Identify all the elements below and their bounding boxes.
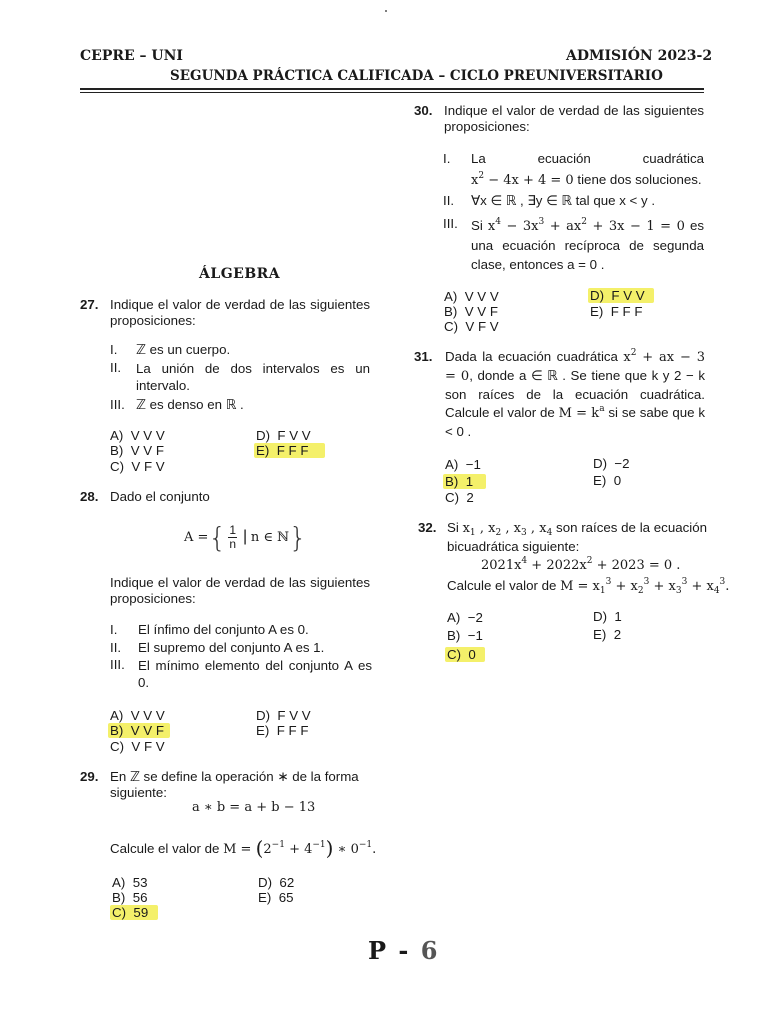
question-32-stem: Si $x_1$ , $x_2$ , $x_3$ , $x_4$ son raíces de la ecuación bicuadrática siguiente: [447, 520, 707, 554]
q28-option-a[interactable]: A) V V V [110, 708, 165, 723]
header-rule-thin [80, 92, 704, 93]
q31-option-a[interactable]: A) −1 [445, 457, 481, 472]
biquadratic-equation: $2021x^4 + 2022x^2 + 2023 = 0$ . [481, 556, 681, 573]
header-rule [80, 88, 704, 90]
header-admission: ADMISIÓN 2023-2 [566, 48, 713, 64]
q31-option-c[interactable]: C) 2 [445, 490, 474, 505]
q31-option-b[interactable] [445, 474, 486, 489]
set-definition: A ={ $\frac{1}{n}$ | n ∈ ℕ} [184, 521, 307, 554]
answer-highlight: B) V V F [108, 723, 170, 738]
expression-m: $M = (2^{-1} + 4^{-1})$ ∗ $0^{-1}$. [223, 836, 377, 860]
q30-item-1-equation: $x^2 - 4x + 4 = 0$ tiene dos soluciones. [471, 171, 702, 188]
question-32-calc: Calcule el valor de $M = x_1^3 + x_2^3 + x_3^3 + x_4^3$. [447, 577, 730, 596]
answer-highlight: D) F V V [588, 288, 654, 303]
page-number: P - 6 [368, 936, 440, 965]
q28-item-3-roman: III. [110, 657, 125, 672]
q28-option-c[interactable]: C) V F V [110, 739, 165, 754]
operation-definition: a ∗ b = a + b − 13 [192, 800, 316, 815]
q30-option-a[interactable]: A) V V V [444, 289, 499, 304]
q29-option-e[interactable]: E) 65 [258, 890, 294, 905]
q30-item-3-text: Si $x^4 - 3x^3 + ax^2 + 3x - 1 = 0$ es una ecuación recíproca de segunda clase, entonces a = 0 . [471, 217, 704, 272]
header-institution: CEPRE – UNI [80, 48, 183, 64]
answer-highlight: C) 0 [445, 647, 485, 662]
speck [385, 10, 387, 12]
q30-item-1-text: La ecuación cuadrática [471, 151, 704, 166]
q29-option-c[interactable] [112, 905, 158, 920]
q29-option-a[interactable]: A) 53 [112, 875, 148, 890]
q32-option-a[interactable]: A) −2 [447, 610, 483, 625]
q28-option-e[interactable]: E) F F F [256, 723, 309, 738]
q28-item-2-roman: II. [110, 640, 122, 655]
q30-item-1-roman: I. [443, 151, 451, 166]
answer-highlight: C) 59 [110, 905, 158, 920]
q27-item-1-roman: I. [110, 342, 118, 357]
question-31-number: 31. [414, 349, 433, 364]
question-31-stem: Dada la ecuación cuadrática $x^2$ + ax − 3 = 0, donde a ∈ ℝ . Se tiene que k y 2 − k son raíces de la ecuación cuadrática. Calcule el valor de $M = k^a$ si se sabe que k < 0 . [445, 348, 705, 439]
q27-item-3-roman: III. [110, 397, 125, 412]
q28-item-1-roman: I. [110, 622, 118, 637]
q32-option-d[interactable]: D) 1 [593, 609, 622, 624]
q28-option-d[interactable]: D) F V V [256, 708, 311, 723]
q27-item-2-text: La unión de dos intervalos es un intervalo. [136, 361, 370, 393]
q28-item-2-text: El supremo del conjunto A es 1. [138, 640, 325, 655]
q30-option-e[interactable]: E) F F F [590, 304, 643, 319]
q30-item-2-text: ∀x ∈ ℝ , ∃y ∈ ℝ tal que x < y . [471, 193, 656, 208]
answer-highlight: E) F F F [254, 443, 325, 458]
q30-item-3-roman: III. [443, 216, 458, 231]
q27-item-3-text: ℤ es denso en ℝ . [136, 397, 244, 412]
q27-option-a[interactable]: A) V V V [110, 428, 165, 443]
q27-item-2-roman: II. [110, 360, 122, 375]
q32-option-e[interactable]: E) 2 [593, 627, 622, 642]
q32-option-b[interactable]: B) −1 [447, 628, 483, 643]
question-30-stem: Indique el valor de verdad de las siguientes proposiciones: [444, 103, 704, 134]
question-32-number: 32. [418, 520, 437, 535]
q27-option-d[interactable]: D) F V V [256, 428, 311, 443]
q31-option-d[interactable]: D) −2 [593, 456, 630, 471]
q30-item-2-roman: II. [443, 193, 455, 208]
question-28-number: 28. [80, 489, 99, 504]
q27-option-c[interactable]: C) V F V [110, 459, 165, 474]
question-27-number: 27. [80, 297, 99, 312]
q32-option-c[interactable] [447, 647, 485, 662]
page-title: SEGUNDA PRÁCTICA CALIFICADA – CICLO PREUNIVERSITARIO [170, 68, 663, 84]
q29-option-b[interactable]: B) 56 [112, 890, 148, 905]
q29-option-d[interactable]: D) 62 [258, 875, 295, 890]
fraction: $\frac{1}{n}$ [229, 523, 237, 551]
q28-item-1-text: El ínfimo del conjunto A es 0. [138, 622, 309, 637]
section-title: ÁLGEBRA [199, 266, 281, 282]
question-29-stem: En ℤ se define la operación ∗ de la forma siguiente: [110, 769, 359, 800]
question-29-number: 29. [80, 769, 99, 784]
q27-option-e[interactable] [256, 443, 325, 458]
q27-option-b[interactable]: B) V V F [110, 443, 164, 458]
q27-item-1-text: ℤ es un cuerpo. [136, 342, 231, 357]
q28-option-b[interactable] [110, 723, 170, 738]
q30-option-c[interactable]: C) V F V [444, 319, 499, 334]
answer-highlight: B) 1 [443, 474, 486, 489]
question-30-number: 30. [414, 103, 433, 118]
q28-item-3-text: El mínimo elemento del conjunto A es 0. [138, 658, 372, 690]
q31-option-e[interactable]: E) 0 [593, 473, 622, 488]
question-28-stem: Dado el conjunto [110, 489, 210, 504]
question-27-stem: Indique el valor de verdad de las siguientes proposiciones: [110, 297, 370, 328]
question-29-calc: Calcule el valor de $M = (2^{-1} + 4^{-1})$ ∗ $0^{-1}$. [110, 836, 377, 860]
question-28-stem-2: Indique el valor de verdad de las siguientes proposiciones: [110, 575, 370, 606]
q30-option-d[interactable] [590, 288, 654, 303]
q30-option-b[interactable]: B) V V F [444, 304, 498, 319]
